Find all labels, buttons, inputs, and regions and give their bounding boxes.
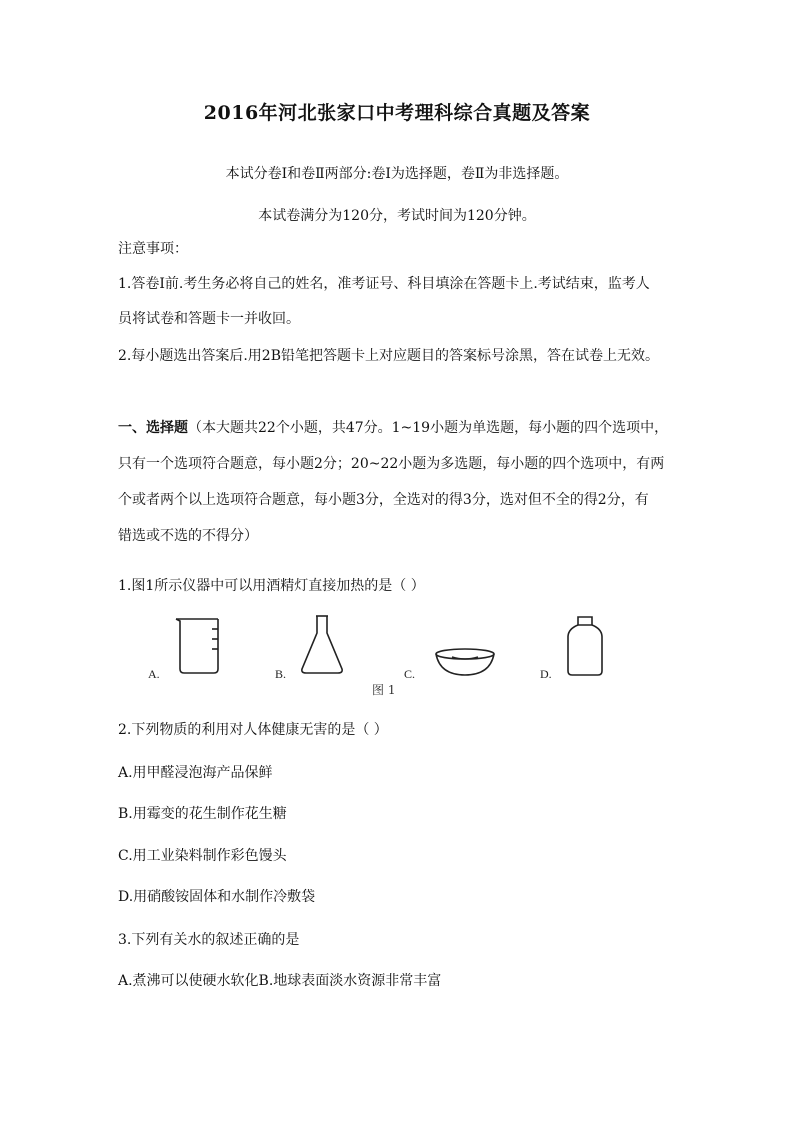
reagent-bottle-icon — [564, 615, 606, 679]
figure-label-d: D. — [540, 667, 552, 681]
section-1-line-1 — [118, 417, 668, 437]
section-1-desc-3: 个或者两个以上选项符合题意，每小题3分，全选对的得3分，选对但不全的得2分，有 — [118, 492, 649, 508]
section-1-desc-1: （本大题共22个小题，共47分。1~19小题为单选题，每小题的四个选项中， — [188, 420, 669, 436]
question-1-stem: 1.图1所示仪器中可以用酒精灯直接加热的是（ ） — [118, 578, 425, 594]
intro-line-2: 本试卷满分为120分，考试时间为120分钟。 — [258, 208, 536, 224]
beaker-icon — [174, 615, 224, 677]
question-2-option-c: C.用工业染料制作彩色馒头 — [118, 848, 287, 864]
notice-item-1b: 员将试卷和答题卡一并收回。 — [118, 311, 300, 327]
evaporating-dish-icon — [432, 645, 498, 679]
question-3-options-ab: A.煮沸可以使硬水软化B.地球表面淡水资源非常丰富 — [118, 973, 442, 989]
page-title: 2016年河北张家口中考理科综合真题及答案 — [203, 102, 591, 124]
figure-caption: 图 1 — [372, 683, 396, 697]
question-2-option-d: D.用硝酸铵固体和水制作冷敷袋 — [118, 889, 316, 905]
question-2-option-b: B.用霉变的花生制作花生糖 — [118, 806, 287, 822]
section-1-desc-4: 错选或不选的不得分） — [118, 528, 258, 544]
figure-1 — [118, 605, 618, 700]
figure-label-c: C. — [404, 667, 416, 681]
question-2-option-a: A.用甲醛浸泡海产品保鲜 — [118, 765, 273, 781]
question-2-stem: 2.下列物质的利用对人体健康无害的是（ ） — [118, 722, 388, 738]
intro-line-1: 本试分卷Ⅰ和卷Ⅱ两部分:卷Ⅰ为选择题，卷Ⅱ为非选择题。 — [225, 166, 569, 182]
figure-label-b: B. — [275, 667, 287, 681]
question-3-stem: 3.下列有关水的叙述正确的是 — [118, 932, 300, 948]
figure-label-a: A. — [148, 667, 160, 681]
section-1-heading: 一、选择题 — [118, 420, 188, 436]
section-1-desc-2: 只有一个选项符合题意，每小题2分；20~22小题为多选题，每小题的四个选项中，有两 — [118, 456, 665, 472]
notice-item-1a: 1.答卷Ⅰ前.考生务必将自己的姓名，准考证号、科目填涂在答题卡上.考试结束，监考人 — [118, 276, 650, 292]
notice-heading: 注意事项： — [118, 241, 188, 257]
conical-flask-icon — [298, 613, 346, 677]
notice-item-2: 2.每小题选出答案后.用2B铅笔把答题卡上对应题目的答案标号涂黑，答在试卷上无效。 — [118, 348, 660, 364]
